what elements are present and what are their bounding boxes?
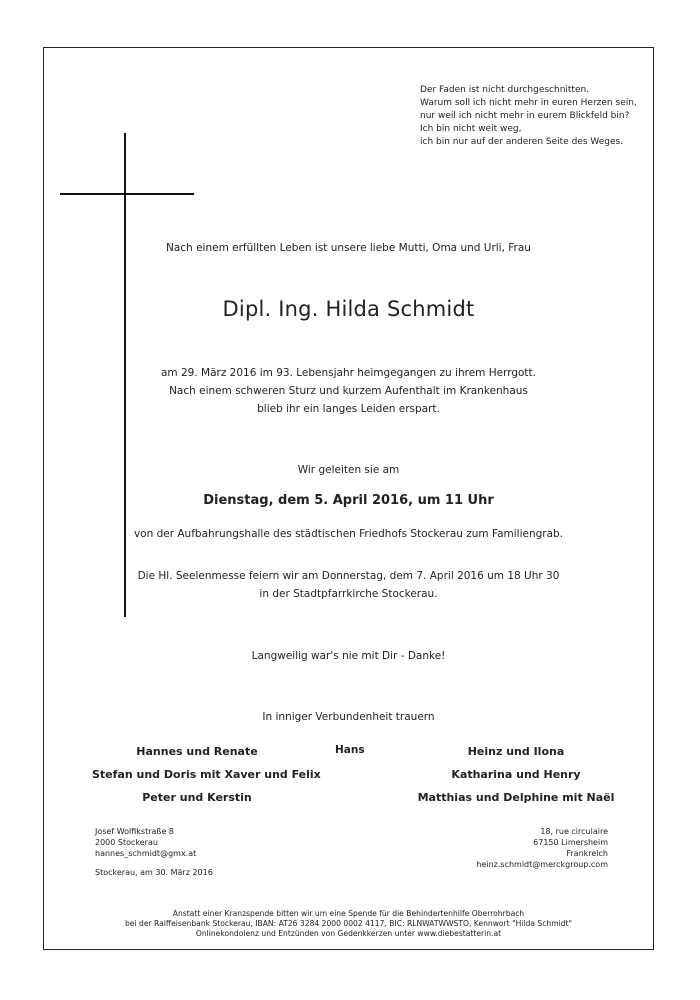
footer-line: Anstatt einer Kranzspende bitten wir um eine Spende für die Behindertenhilfe Oberrohrbach — [172, 909, 525, 918]
mourning-intro: In inniger Verbundenheit trauern — [262, 711, 435, 723]
address-line: Frankreich — [566, 849, 608, 858]
address-line: Josef Wolfikstraße 8 — [95, 827, 175, 836]
deceased-name: Dipl. Ing. Hilda Schmidt — [222, 297, 475, 321]
footer-line: bei der Raiffeisenbank Stockerau, IBAN: AT26 3284 2000 0002 4117, BIC: RLNWATWWSTO, Kennwort "Hilda Schmidt" — [124, 919, 572, 928]
poem-line: ich bin nur auf der anderen Seite des Weges. — [420, 137, 624, 147]
address-left — [95, 826, 196, 859]
family-member: Heinz und Ilona — [467, 745, 565, 758]
passing-line: blieb ihr ein langes Leiden erspart. — [257, 403, 440, 415]
family-member: Peter und Kerstin — [142, 791, 252, 804]
address-email: hannes_schmidt@gmx.at — [95, 849, 197, 858]
address-email: heinz.schmidt@merckgroup.com — [476, 860, 608, 869]
footer — [43, 909, 654, 939]
passing-line: Nach einem schweren Sturz und kurzem Aufenthalt im Krankenhaus — [169, 385, 528, 397]
passing-line: am 29. März 2016 im 93. Lebensjahr heimgegangen zu ihrem Herrgott. — [160, 367, 537, 379]
poem-line: Warum soll ich nicht mehr in euren Herzen sein, — [420, 98, 637, 108]
family-member: Katharina und Henry — [451, 768, 581, 781]
poem-line: Ich bin nicht weit weg, — [420, 124, 522, 134]
mass-text — [43, 567, 654, 603]
family-member: Hannes und Renate — [136, 745, 258, 758]
mass-line: in der Stadtpfarrkirche Stockerau. — [259, 588, 438, 600]
family-middle: Hans — [335, 744, 365, 756]
accompany-text: Wir geleiten sie am — [297, 464, 400, 476]
motto: Langweilig war's nie mit Dir - Danke! — [251, 650, 446, 662]
place-date: Stockerau, am 30. März 2016 — [95, 868, 213, 877]
funeral-place: von der Aufbahrungshalle des städtischen Friedhofs Stockerau zum Familiengrab. — [133, 528, 564, 540]
poem-line: nur weil ich nicht mehr in eurem Blickfeld bin? — [420, 111, 630, 121]
intro-text: Nach einem erfüllten Leben ist unsere liebe Mutti, Oma und Urli, Frau — [166, 242, 531, 254]
funeral-date: Dienstag, dem 5. April 2016, um 11 Uhr — [203, 493, 494, 508]
family-right — [410, 740, 622, 809]
family-member: Matthias und Delphine mit Naël — [417, 791, 615, 804]
poem — [420, 84, 637, 149]
footer-line: Onlinekondolenz und Entzünden von Gedenkkerzen unter www.diebestatterin.at — [195, 929, 502, 938]
address-right — [476, 826, 608, 870]
family-member: Stefan und Doris mit Xaver und Felix — [92, 768, 321, 781]
address-line: 67150 Limersheim — [533, 838, 608, 847]
address-line: 2000 Stockerau — [95, 838, 158, 847]
cross-icon-horizontal — [60, 193, 194, 195]
family-left — [92, 740, 321, 809]
passing-text — [43, 364, 654, 418]
mass-line: Die Hl. Seelenmesse feiern wir am Donnerstag, dem 7. April 2016 um 18 Uhr 30 — [137, 570, 560, 582]
poem-line: Der Faden ist nicht durchgeschnitten. — [420, 85, 590, 95]
address-line: 18, rue circulaire — [540, 827, 608, 836]
